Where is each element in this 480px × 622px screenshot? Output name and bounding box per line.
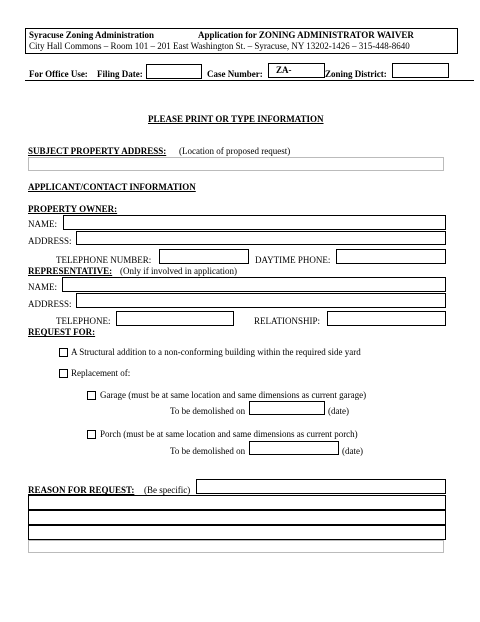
owner-telephone-label: TELEPHONE NUMBER:	[56, 255, 152, 265]
representative-heading: REPRESENTATIVE:	[28, 266, 113, 276]
filing-date-field[interactable]	[146, 64, 202, 79]
porch-demolish-date-field[interactable]	[249, 441, 339, 455]
owner-address-field[interactable]	[76, 231, 446, 245]
rep-relationship-field[interactable]	[327, 311, 446, 326]
owner-telephone-field[interactable]	[159, 249, 249, 264]
case-number-label: Case Number:	[207, 69, 263, 79]
reason-line-4[interactable]	[28, 525, 446, 540]
reason-line-3[interactable]	[28, 510, 446, 525]
garage-label: Garage (must be at same location and same dimensions as current garage)	[100, 390, 367, 400]
owner-name-field[interactable]	[63, 215, 446, 230]
porch-label: Porch (must be at same location and same dimensions as current porch)	[100, 429, 358, 439]
reason-line-2[interactable]	[28, 495, 446, 510]
reason-hint: (Be specific)	[144, 485, 191, 495]
replacement-label: Replacement of:	[71, 368, 131, 378]
reason-line-1[interactable]	[196, 479, 446, 494]
request-heading: REQUEST FOR:	[28, 327, 96, 337]
owner-address-label: ADDRESS:	[28, 236, 72, 246]
print-instruction: PLEASE PRINT OR TYPE INFORMATION	[148, 114, 324, 124]
rep-relationship-label: RELATIONSHIP:	[254, 316, 321, 326]
rep-address-label: ADDRESS:	[28, 299, 72, 309]
office-use-divider	[25, 80, 474, 81]
zoning-district-field[interactable]	[392, 63, 449, 78]
subject-property-hint: (Location of proposed request)	[179, 146, 291, 156]
rep-telephone-field[interactable]	[116, 311, 234, 326]
owner-name-label: NAME:	[28, 219, 57, 229]
form-title: Application for ZONING ADMINISTRATOR WAIVER	[198, 30, 414, 40]
owner-daytime-label: DAYTIME PHONE:	[255, 255, 331, 265]
property-owner-heading: PROPERTY OWNER:	[28, 204, 118, 214]
reason-line-5[interactable]	[28, 540, 444, 553]
rep-name-label: NAME:	[28, 282, 57, 292]
org-name: Syracuse Zoning Administration	[29, 30, 155, 40]
reason-label: REASON FOR REQUEST:	[28, 485, 135, 495]
rep-address-field[interactable]	[76, 293, 446, 308]
case-number-prefix: ZA-	[276, 65, 292, 75]
owner-daytime-field[interactable]	[336, 249, 446, 264]
garage-checkbox[interactable]	[87, 391, 96, 400]
porch-demolish-label: To be demolished on	[170, 446, 246, 456]
rep-telephone-label: TELEPHONE:	[56, 316, 111, 326]
porch-checkbox[interactable]	[87, 430, 96, 439]
replacement-checkbox[interactable]	[59, 369, 68, 378]
garage-date-suffix: (date)	[328, 406, 349, 416]
structural-addition-label: A Structural addition to a non-conforming building within the required side yard	[71, 347, 361, 357]
zoning-district-label: Zoning District:	[325, 69, 387, 79]
applicant-heading: APPLICANT/CONTACT INFORMATION	[28, 182, 196, 192]
filing-date-label: Filing Date:	[97, 69, 143, 79]
representative-hint: (Only if involved in application)	[120, 266, 237, 276]
case-number-field[interactable]	[268, 63, 325, 78]
garage-demolish-date-field[interactable]	[249, 401, 325, 415]
office-use-label: For Office Use:	[29, 69, 88, 79]
garage-demolish-label: To be demolished on	[170, 406, 246, 416]
structural-addition-checkbox[interactable]	[59, 348, 68, 357]
office-address: City Hall Commons – Room 101 – 201 East Washington St. – Syracuse, NY 13202-1426 – 315-448-8640	[29, 41, 410, 51]
porch-date-suffix: (date)	[342, 446, 363, 456]
rep-name-field[interactable]	[62, 277, 446, 292]
subject-property-field[interactable]	[28, 157, 444, 171]
subject-property-label: SUBJECT PROPERTY ADDRESS:	[28, 146, 167, 156]
